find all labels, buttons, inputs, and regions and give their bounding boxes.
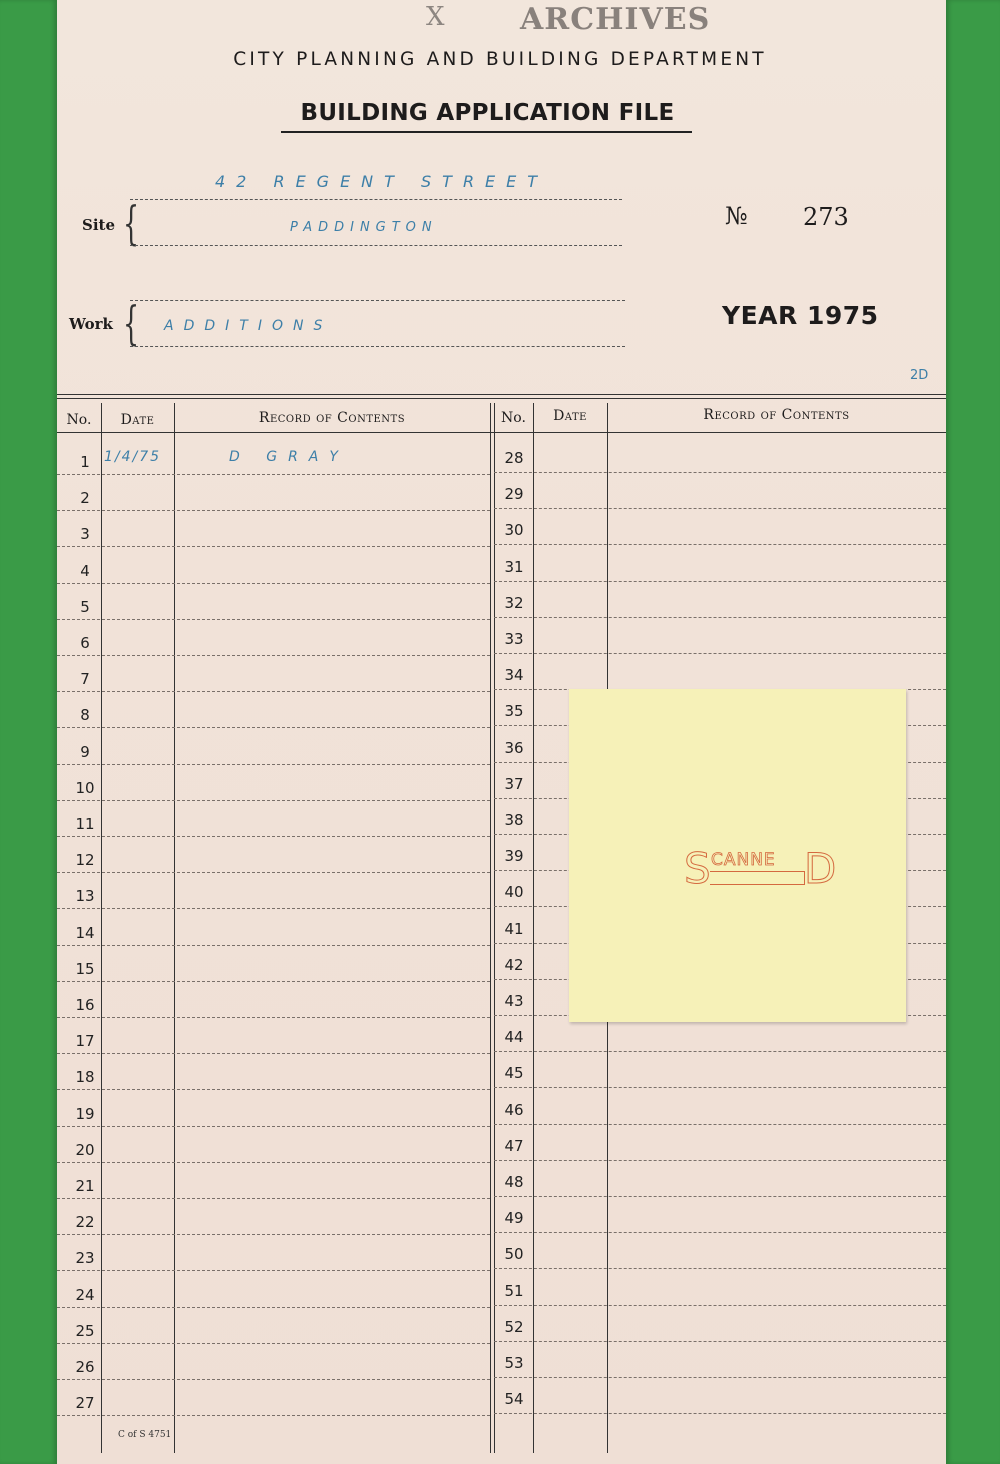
row-number: 2 xyxy=(80,489,90,508)
row-rule-left xyxy=(57,981,490,982)
col-rule-date-left xyxy=(174,403,175,1453)
row-number: 50 xyxy=(504,1245,524,1264)
stamp-mark: X xyxy=(426,2,445,32)
row-number: 16 xyxy=(75,996,95,1014)
table-center-rule-2 xyxy=(494,403,495,1453)
row-number: 38 xyxy=(504,811,524,829)
row-rule-left xyxy=(57,474,490,475)
row-rule-right xyxy=(494,617,946,618)
row-rule-left xyxy=(57,1089,490,1090)
row-rule-right xyxy=(494,1268,946,1269)
row-rule-right xyxy=(494,1232,946,1233)
row-number: 43 xyxy=(504,992,524,1010)
left-binding-spine xyxy=(0,0,57,1464)
row-number: 35 xyxy=(504,702,524,721)
row-number: 8 xyxy=(80,706,90,725)
row-number: 42 xyxy=(504,955,524,974)
row-rule-left xyxy=(57,908,490,909)
row-number: 10 xyxy=(75,778,95,797)
row-rule-right xyxy=(494,1051,946,1052)
row-number: 53 xyxy=(504,1354,524,1372)
row-rule-right xyxy=(494,508,946,509)
row-rule-left xyxy=(57,945,490,946)
row-rule-left xyxy=(57,691,490,692)
col-rule-no-right xyxy=(533,403,534,1453)
table-top-rule xyxy=(57,394,946,395)
row-number: 11 xyxy=(75,815,95,833)
table-center-rule-1 xyxy=(490,403,491,1453)
row-number: 40 xyxy=(504,883,524,902)
file-number-value: 273 xyxy=(803,203,849,231)
work-label: Work xyxy=(69,315,113,333)
site-address-line1: 42 REGENT STREET xyxy=(215,172,549,191)
work-line-2 xyxy=(130,346,625,347)
row-rule-right xyxy=(494,544,946,545)
row-number: 3 xyxy=(80,525,90,544)
header-no-left: No. xyxy=(66,412,92,428)
scanned-stamp xyxy=(684,844,837,893)
col-rule-no-left xyxy=(101,403,102,1453)
header-no-right: No. xyxy=(501,410,526,426)
header-record-left: Record of Contents xyxy=(258,410,406,426)
file-number-label: № xyxy=(725,202,748,230)
row-rule-left xyxy=(57,727,490,728)
row-rule-right xyxy=(494,581,946,582)
row-number: 22 xyxy=(75,1213,95,1232)
row-number: 32 xyxy=(504,593,524,612)
year-field xyxy=(722,301,879,330)
year-value: 1975 xyxy=(807,301,879,330)
row-rule-left xyxy=(57,1198,490,1199)
row-number: 29 xyxy=(504,485,524,504)
row-number: 19 xyxy=(75,1104,95,1123)
row-number: 45 xyxy=(504,1064,524,1083)
header-date-right: Date xyxy=(553,408,587,424)
row-rule-left xyxy=(57,1307,490,1308)
row-number: 14 xyxy=(75,923,95,942)
archives-stamp: ARCHIVES xyxy=(520,2,711,37)
row-number: 26 xyxy=(75,1358,95,1376)
table-top-rule-2 xyxy=(57,398,946,399)
row-number: 18 xyxy=(75,1068,95,1087)
row-number: 23 xyxy=(75,1249,95,1268)
row-number: 54 xyxy=(504,1390,524,1409)
row-number: 48 xyxy=(504,1173,524,1191)
row-rule-left xyxy=(57,1126,490,1127)
margin-annotation: 2D xyxy=(910,368,929,383)
row-rule-left xyxy=(57,1270,490,1271)
row-rule-left xyxy=(57,619,490,620)
header-record-right: Record of Contents xyxy=(703,407,850,423)
row-number: 21 xyxy=(75,1177,95,1195)
row-number: 51 xyxy=(504,1281,524,1300)
row-rule-left xyxy=(57,1234,490,1235)
row-number: 15 xyxy=(75,959,95,978)
site-label: Site xyxy=(82,216,116,234)
row-number: 13 xyxy=(75,887,95,906)
right-binding-spine xyxy=(946,0,1000,1464)
row-number: 27 xyxy=(75,1394,95,1413)
row-number: 20 xyxy=(75,1140,95,1159)
work-line-1 xyxy=(130,300,625,301)
row-number: 24 xyxy=(75,1285,95,1304)
row-number: 9 xyxy=(80,742,90,761)
row-number: 46 xyxy=(504,1100,524,1119)
row-number: 7 xyxy=(80,670,90,689)
row-rule-left xyxy=(57,1162,490,1163)
row-rule-left xyxy=(57,764,490,765)
row-number: 4 xyxy=(80,561,90,580)
year-label: YEAR xyxy=(722,301,798,330)
row-rule-left xyxy=(57,546,490,547)
site-brace: { xyxy=(123,196,140,250)
row-number: 34 xyxy=(504,666,524,685)
row-number: 6 xyxy=(80,634,90,652)
row-number: 1 xyxy=(80,453,90,471)
row-rule-left xyxy=(57,510,490,511)
row-rule-left xyxy=(57,836,490,837)
row-rule-left xyxy=(57,1415,490,1416)
entry-1-date: 1/4/75 xyxy=(104,449,162,465)
scanned-stamp-inner: CANNE xyxy=(711,850,776,870)
site-address-line2: PADDINGTON xyxy=(290,220,438,235)
header-date-left: Date xyxy=(120,412,155,428)
row-number: 49 xyxy=(504,1209,524,1228)
row-rule-left xyxy=(57,800,490,801)
row-number: 5 xyxy=(80,597,90,616)
row-rule-left xyxy=(57,1379,490,1380)
row-number: 44 xyxy=(504,1028,524,1047)
row-number: 17 xyxy=(75,1032,95,1051)
form-code: C of S 4751 xyxy=(118,1430,172,1440)
row-rule-right xyxy=(494,1341,946,1342)
row-rule-left xyxy=(57,655,490,656)
site-line-1 xyxy=(130,199,622,200)
row-rule-left xyxy=(57,583,490,584)
scanned-stamp-s: S xyxy=(684,844,711,893)
scanned-stamp-d: D xyxy=(804,844,837,893)
row-number: 37 xyxy=(504,774,524,793)
row-rule-left xyxy=(57,872,490,873)
row-rule-left xyxy=(57,1017,490,1018)
row-number: 28 xyxy=(504,449,524,467)
row-rule-right xyxy=(494,1124,946,1125)
row-number: 31 xyxy=(504,557,524,576)
row-rule-left xyxy=(57,1053,490,1054)
row-rule-right xyxy=(494,1196,946,1197)
row-rule-right xyxy=(494,1377,946,1378)
row-rule-right xyxy=(494,1305,946,1306)
row-rule-right xyxy=(494,1087,946,1088)
row-number: 36 xyxy=(504,738,524,757)
department-heading: CITY PLANNING AND BUILDING DEPARTMENT xyxy=(233,49,767,70)
row-number: 47 xyxy=(504,1136,524,1155)
row-rule-left xyxy=(57,1343,490,1344)
row-number: 12 xyxy=(75,851,95,870)
row-number: 25 xyxy=(75,1321,95,1340)
table-header-rule xyxy=(57,432,946,433)
row-number: 30 xyxy=(504,521,524,540)
row-rule-right xyxy=(494,653,946,654)
file-title: BUILDING APPLICATION FILE xyxy=(300,100,675,126)
row-rule-right xyxy=(494,1413,946,1414)
site-line-2 xyxy=(130,245,622,246)
row-rule-right xyxy=(494,1160,946,1161)
row-number: 41 xyxy=(504,919,524,938)
row-rule-right xyxy=(494,472,946,473)
work-brace: { xyxy=(123,296,140,350)
title-underline xyxy=(281,131,692,133)
work-description: ADDITIONS xyxy=(164,318,333,334)
entry-1-record: D GRAY xyxy=(229,449,349,465)
row-number: 52 xyxy=(504,1317,524,1336)
row-number: 33 xyxy=(504,630,524,648)
row-number: 39 xyxy=(504,847,524,866)
scanned-stamp-bar xyxy=(710,871,805,885)
